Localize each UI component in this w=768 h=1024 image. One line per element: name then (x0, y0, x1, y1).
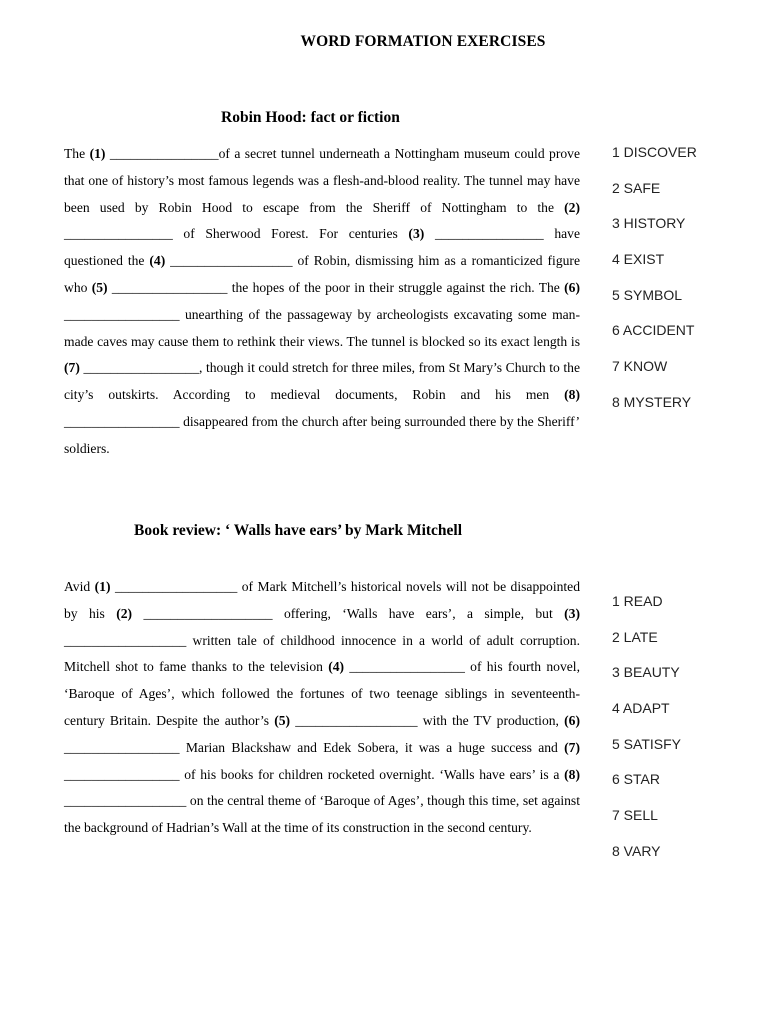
word-list-item: 1 DISCOVER (612, 144, 697, 160)
gap-number: (1) (94, 579, 111, 594)
word-list-item: 5 SYMBOL (612, 286, 683, 303)
gap-blank[interactable]: _________________ (64, 739, 180, 755)
gap-number: (6) (564, 279, 580, 295)
section-2-passage: Avid (1) __________________ of Mark Mitchell’s historical novels will not be disappointed by his (2) ___________________ offering, ‘Walls have ears’, a simple, but (3) __________________ written tale of childhood innocence in a world of adult corruption. Mitchell shot to fame thanks to the television (4) _________________ of his fourth novel, ‘Baroque of Ages’, which followed the fortunes of two teenage siblings in seventeenth-century Britain. Despite the author’s (5) __________________ with the TV production, (6) _________________ Marian Blackshaw and Edek Sobera, it was a huge success and (7) _________________ of his books for children rocketed overnight. ‘Walls have ears’ is a (8) __________________ on the central theme of ‘Baroque of Ages’, though this time, set against the background of Hadrian’s Wall at the time of its construction in the second century. (64, 579, 581, 836)
gap-number: (8) (564, 766, 580, 782)
gap-blank[interactable]: _________________ (349, 659, 465, 675)
gap-blank[interactable]: __________________ (114, 579, 238, 594)
gap-number: (3) (408, 226, 425, 242)
word-list-item: 1 READ (612, 593, 663, 609)
gap-number: (2) (116, 605, 133, 621)
word-list-item: 5 SATISFY (612, 735, 681, 752)
gap-number: (4) (149, 253, 166, 269)
word-list-item: 6 ACCIDENT (612, 322, 695, 339)
gap-blank[interactable]: _________________ (111, 279, 228, 295)
gap-number: (7) (64, 360, 80, 376)
gap-number: (6) (564, 712, 580, 728)
gap-blank[interactable]: __________________ (170, 253, 293, 269)
word-list-item: 8 MYSTERY (612, 393, 692, 410)
word-list-item: 4 EXIST (612, 251, 665, 268)
gap-blank[interactable]: _________________ (64, 766, 180, 782)
gap-number: (5) (274, 712, 291, 728)
word-list-item: 7 KNOW (612, 358, 668, 375)
gap-blank[interactable]: __________________ (64, 793, 187, 809)
word-list-item: 2 SAFE (612, 179, 661, 196)
gap-blank[interactable]: ________________ (109, 146, 219, 161)
word-list-item: 7 SELL (612, 807, 658, 824)
word-list-item: 3 BEAUTY (612, 664, 680, 681)
section-1-title: Robin Hood: fact or fiction (221, 109, 400, 126)
word-list-item: 8 VARY (612, 842, 661, 859)
word-list-item: 4 ADAPT (612, 700, 670, 717)
gap-blank[interactable]: ___________________ (143, 605, 273, 621)
section-2-title: Book review: ‘ Walls have ears’ by Mark Mitchell (134, 522, 463, 539)
gap-number: (4) (328, 659, 345, 675)
gap-blank[interactable]: _________________ (64, 306, 180, 322)
gap-number: (7) (564, 739, 580, 755)
section-2-word-list (612, 592, 681, 878)
gap-blank[interactable]: __________________ (295, 712, 418, 728)
gap-number: (1) (89, 146, 106, 161)
gap-number: (5) (91, 279, 108, 295)
word-list-item: 2 LATE (612, 628, 658, 645)
gap-blank[interactable]: _________________ (64, 413, 180, 429)
section-1-passage: The (1) ________________of a secret tunnel underneath a Nottingham museum could prove that one of history’s most famous legends was a flesh-and-blood reality. The tunnel may have been used by Robin Hood to escape from the Sheriff of Nottingham to the (2) ________________ of Sherwood Forest. For centuries (3) ________________ have questioned the (4) __________________ of Robin, dismissing him as a romanticized figure who (5) _________________ the hopes of the poor in their struggle against the rich. The (6) _________________ unearthing of the passageway by archeologists excavating some man-made caves may cause them to rethink their views. The tunnel is blocked so its exact length is (7) _________________, though it could stretch for three miles, from St Mary’s Church to the city’s outskirts. According to medieval documents, Robin and his men (8) _________________ disappeared from the church after being surrounded there by the Sheriff’ soldiers. (64, 146, 580, 456)
gap-blank[interactable]: __________________ (64, 632, 187, 648)
word-list-item: 3 HISTORY (612, 215, 686, 232)
gap-blank[interactable]: ________________ (64, 226, 173, 242)
gap-number: (2) (564, 199, 580, 215)
gap-number: (3) (564, 605, 580, 621)
gap-blank[interactable]: _________________ (83, 360, 199, 376)
section-1-word-list (612, 143, 697, 429)
gap-number: (8) (564, 387, 580, 403)
gap-blank[interactable]: ________________ (434, 226, 544, 242)
word-list-item: 6 STAR (612, 771, 660, 788)
document-title: WORD FORMATION EXERCISES (300, 33, 546, 50)
